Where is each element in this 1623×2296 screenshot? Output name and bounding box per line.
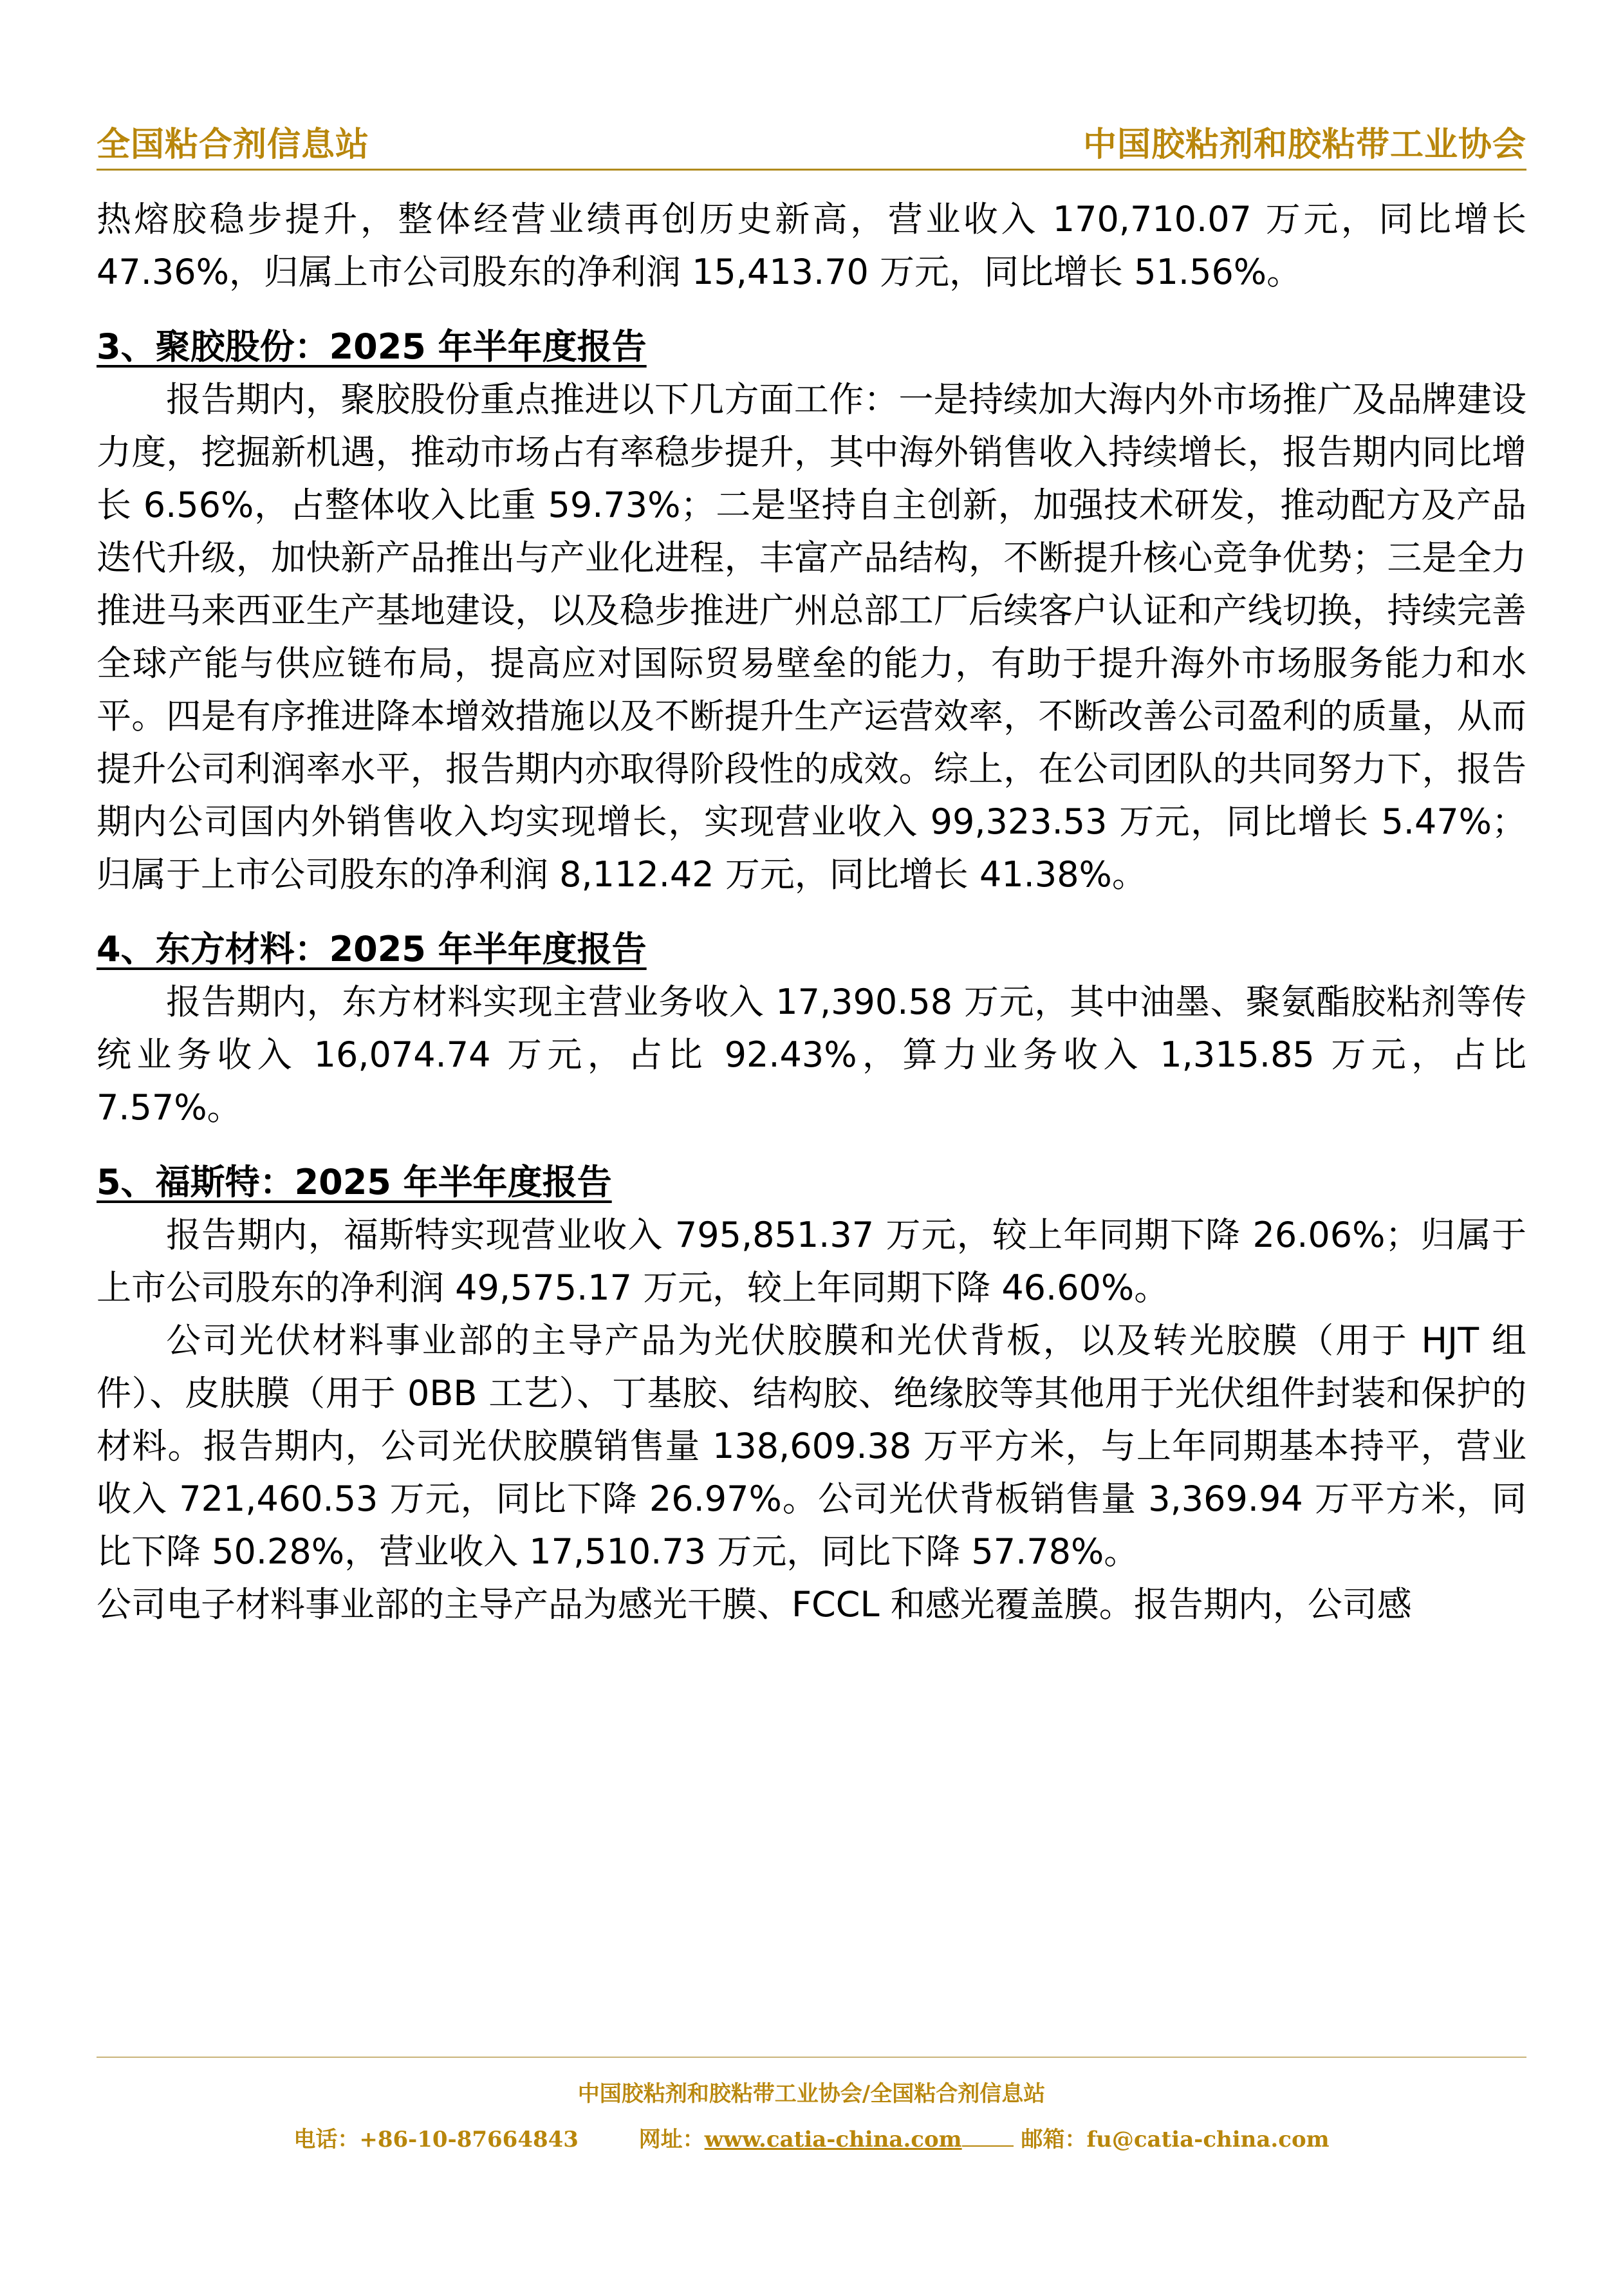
footer-organization: 中国胶粘剂和胶粘带工业协会/全国粘合剂信息站 [577,2081,1046,2107]
header-left-title: 全国粘合剂信息站 [97,125,370,164]
section-3-heading: 3、聚胶股份：2025 年半年度报告 [97,326,647,367]
section-3-paragraph: 报告期内，聚胶股份重点推进以下几方面工作：一是持续加大海内外市场推广及品牌建设力度，挖掘新机遇，推动市场占有率稳步提升，其中海外销售收入持续增长，报告期内同比增长 6.56%，占整体收入比重 59.73%；二是坚持自主创新，加强技术研发，推动配方及产品迭代升级，加快新产品推出与产业化进程，丰富产品结构，不断提升核心竞争优势；三是全力推进马来西亚生产基地建设，以及稳步推进广州总部工厂后续客户认证和产线切换，持续完善全球产能与供应链布局，提高应对国际贸易壁垒的能力，有助于提升海外市场服务能力和水平。四是有序推进降本增效措施以及不断提升生产运营效率，不断改善公司盈利的质量，从而提升公司利润率水平，报告期内亦取得阶段性的成效。综上，在公司团队的共同努力下，报告期内公司国内外销售收入均实现增长，实现营业收入 99,323.53 万元，同比增长 5.47%；归属于上市公司股东的净利润 8,112.42 万元，同比增长 41.38%。 [97,379,1526,895]
page-header [97,113,1526,171]
intro-paragraph: 热熔胶稳步提升，整体经营业绩再创历史新高，营业收入 170,710.07 万元，同比增长 47.36%，归属上市公司股东的净利润 15,413.70 万元，同比增长 51.56%。 [97,199,1526,292]
footer-contact [0,2122,1623,2153]
footer-phone: 电话：+86-10-87664843 [293,2127,579,2152]
section-5-paragraph-3: 公司电子材料事业部的主导产品为感光干膜、FCCL 和感光覆盖膜。报告期内，公司感 [97,1584,1412,1625]
section-4-paragraph: 报告期内，东方材料实现主营业务收入 17,390.58 万元，其中油墨、聚氨酯胶粘剂等传统业务收入 16,074.74 万元，占比 92.43%，算力业务收入 1,315.85 万元，占比 7.57%。 [97,982,1526,1128]
section-5-paragraph-1: 报告期内，福斯特实现营业收入 795,851.37 万元，较上年同期下降 26.06%；归属于上市公司股东的净利润 49,575.17 万元，较上年同期下降 46.60%。 [97,1215,1526,1308]
section-5-heading: 5、福斯特：2025 年半年度报告 [97,1162,612,1202]
header-right-title: 中国胶粘剂和胶粘带工业协会 [1082,125,1526,164]
footer-email: 邮箱：fu@catia-china.com [1021,2127,1330,2152]
document-body [97,193,1526,1631]
footer-link-underline [962,2129,1014,2147]
footer-website-link[interactable]: www.catia-china.com [704,2127,962,2152]
footer-divider [97,2057,1526,2058]
section-5-paragraph-2: 公司光伏材料事业部的主导产品为光伏胶膜和光伏背板，以及转光胶膜（用于 HJT 组件）、皮肤膜（用于 0BB 工艺）、丁基胶、结构胶、绝缘胶等其他用于光伏组件封装和保护的材料。报告期内，公司光伏胶膜销售量 138,609.38 万平方米，与上年同期基本持平，营业收入 721,460.53 万元，同比下降 26.97%。公司光伏背板销售量 3,369.94 万平方米，同比下降 50.28%，营业收入 17,510.73 万元，同比下降 57.78%。 [97,1320,1526,1572]
section-4-heading: 4、东方材料：2025 年半年度报告 [97,929,647,969]
footer-site-label: 网址： [638,2127,705,2152]
